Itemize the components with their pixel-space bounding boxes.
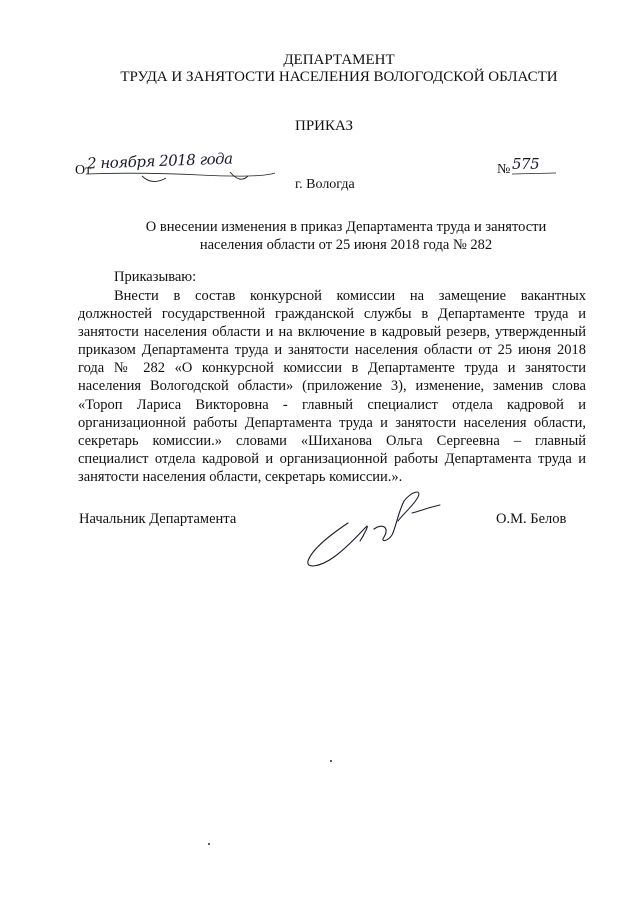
order-word: Приказываю: <box>114 269 197 285</box>
document-type: ПРИКАЗ <box>295 118 353 134</box>
city: г. Вологда <box>295 177 355 192</box>
organization-title: ДЕПАРТАМЕНТ <box>283 52 395 68</box>
scan-speck <box>208 843 210 845</box>
signer-position: Начальник Департамента <box>79 511 237 527</box>
scan-speck <box>330 760 332 762</box>
subject-line-2: населения области от 25 июня 2018 года № 282 <box>199 237 493 253</box>
date-label: От <box>75 163 92 178</box>
organization-full-name: ТРУДА И ЗАНЯТОСТИ НАСЕЛЕНИЯ ВОЛОГОДСКОЙ ОБЛАСТИ <box>120 69 558 85</box>
number-label: № <box>497 162 511 177</box>
signer-name: О.М. Белов <box>496 511 567 527</box>
date-underline <box>80 158 280 188</box>
handwritten-number: 575 <box>512 155 540 173</box>
subject-line-1: О внесении изменения в приказ Департамента труда и занятости <box>145 219 547 235</box>
number-underline <box>510 168 560 178</box>
order-paragraph: Внести в состав конкурсной комиссии на замещение вакантных должностей государственной гражданской службы в Департаменте труда и занятости населения области и на включение в кадровый резерв, утвержденный приказом Департамента труда и занятости населения области от 25 июня 2018 года № 282 «О конкурсной комиссии в Департаменте труда и занятости населения Вологодской области» (приложение 3), изменение, заменив слова «Тороп Лариса Викторовна - главный специалист отдела кадровой и организационной работы Департамента труда и занятости населения области, секретарь комиссии.» словами «Шиханова Ольга Сергеевна – главный специалист отдела кадровой и организационной работы Департамента труда и занятости населения области, секретарь комиссии.». <box>78 288 586 485</box>
handwritten-date: 2 ноября 2018 года <box>86 149 233 173</box>
handwritten-signature <box>300 483 450 578</box>
